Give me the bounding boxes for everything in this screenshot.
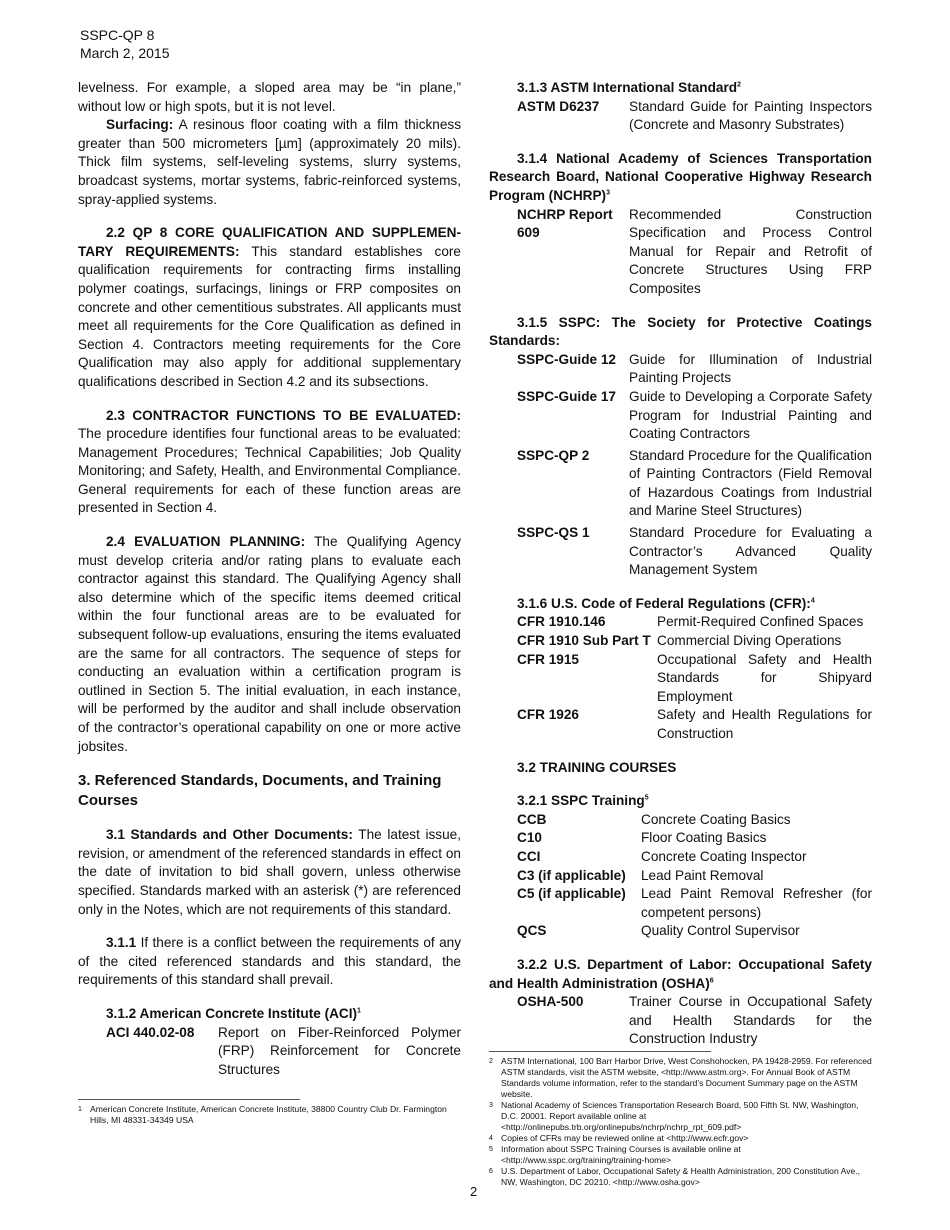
header-date: March 2, 2015 xyxy=(80,45,170,61)
reference-description: Standard Procedure for the Qualification of Painting Contractors (Field Removal of Hazardous Coatings from Industrial and Marine Steel Structures) xyxy=(629,447,872,519)
footnote-ref-3: 3 xyxy=(606,189,610,197)
footnote-text: American Concrete Institute, American Concrete Institute, 38800 Country Club Dr. Farmington Hills, MI 48331-34349 USA xyxy=(90,1104,447,1125)
reference-code: ACI 440.02-08 xyxy=(106,1024,195,1040)
section-2-2-label: 2.2 QP 8 CORE QUALIFICATION AND SUPPLEMEN-TARY REQUIREMENTS: xyxy=(78,225,461,259)
section-3-1-2-heading xyxy=(78,1005,461,1024)
section-2-3-label: 2.3 CONTRACTOR FUNCTIONS TO BE EVALUATED: xyxy=(106,407,461,423)
reference-code: CFR 1926 xyxy=(517,707,579,723)
reference-item xyxy=(489,811,872,830)
section-2-2-text: This standard establishes core qualification requirements for contracting firms installing polymer coatings, surfacings, linings or FRP composites on concrete and other cementitious substrates. All applicants must meet all requirements for the Core Qualification as defined in Section 4. Contractors meeting requirements for the Core Qualification may also apply for additional supplementary qualifications described in Section 4.2 and its subsections. xyxy=(78,243,461,389)
section-3-1-2-title: 3.1.2 American Concrete Institute (ACI) xyxy=(106,1005,358,1021)
section-3-1-5-heading: 3.1.5 SSPC: The Society for Protective Coatings Standards: xyxy=(489,314,872,349)
reference-description: Commercial Diving Operations xyxy=(657,633,842,649)
reference-item xyxy=(489,848,872,867)
section-2-4-label: 2.4 EVALUATION PLANNING: xyxy=(106,534,306,550)
reference-code: QCS xyxy=(517,923,547,939)
reference-code: C10 xyxy=(517,830,542,846)
reference-description: Concrete Coating Inspector xyxy=(641,848,807,864)
reference-item xyxy=(489,651,872,707)
section-3-1-6-heading xyxy=(489,595,872,614)
reference-description: Guide for Illumination of Industrial Painting Projects xyxy=(629,351,872,386)
footnote-number: 6 xyxy=(489,1168,493,1175)
reference-item xyxy=(489,867,872,886)
left-column xyxy=(78,79,461,1079)
footnote-ref-1: 1 xyxy=(357,1007,361,1015)
footnote xyxy=(489,1100,872,1133)
reference-item xyxy=(489,447,872,521)
footnotes-right xyxy=(489,1056,872,1188)
footnote-text: U.S. Department of Labor, Occupational Safety & Health Administration, 200 Constitution Ave., NW, Washington, DC 20210. <http://www.osha.gov> xyxy=(501,1166,861,1187)
reference-item xyxy=(489,885,872,922)
reference-description: Standard Guide for Painting Inspectors (Concrete and Masonry Substrates) xyxy=(629,98,872,133)
paragraph-levelness: levelness. For example, a sloped area may be “in plane,” without low or high spots, but it is not level. xyxy=(78,80,461,114)
reference-item xyxy=(489,351,872,388)
reference-description: Lead Paint Removal xyxy=(641,867,764,883)
header-doc-id: SSPC-QP 8 xyxy=(80,27,155,43)
reference-item xyxy=(489,922,872,941)
footnote xyxy=(489,1144,872,1166)
right-column xyxy=(489,79,872,1049)
reference-code: SSPC-QP 2 xyxy=(517,447,590,463)
reference-code: CCI xyxy=(517,848,541,864)
paragraph-surfacing xyxy=(78,116,461,209)
section-3-1-1-text: If there is a conflict between the requirements of any of the cited referenced standards and this standard, the requirements of this standard shall prevail. xyxy=(78,935,461,988)
section-3-1-1-label: 3.1.1 xyxy=(106,935,137,951)
footnote-number: 1 xyxy=(78,1106,82,1113)
reference-description: Trainer Course in Occupational Safety and Health Standards for the Construction Industry xyxy=(629,994,872,1047)
section-3-1-1 xyxy=(78,934,461,990)
footnote-text: Copies of CFRs may be reviewed online at <http://www.ecfr.gov> xyxy=(501,1133,749,1143)
reference-code: SSPC-QS 1 xyxy=(517,525,590,541)
reference-code: CFR 1915 xyxy=(517,651,579,667)
reference-aci xyxy=(78,1024,461,1080)
reference-item xyxy=(489,613,872,632)
reference-description: Floor Coating Basics xyxy=(641,830,767,846)
footnote xyxy=(489,1056,872,1100)
reference-code: OSHA-500 xyxy=(517,994,584,1010)
footnote-ref-5: 5 xyxy=(644,794,649,802)
section-2-3-text: The procedure identifies four functional areas to be evaluated: Management Procedures; Technical Capabilities; Job Quality Monitoring; and Safety, Health, and Environmental Compliance. General requirements for each of these function areas are presented in Section 4. xyxy=(78,426,461,516)
footnote-ref-2: 2 xyxy=(737,81,741,89)
reference-description: Permit-Required Confined Spaces xyxy=(657,614,864,630)
footnote-ref-6: 6 xyxy=(709,977,714,984)
reference-description: Standard Procedure for Evaluating a Contractor’s Advanced Quality Management System xyxy=(629,525,872,578)
reference-nchrp xyxy=(489,206,872,299)
section-3-1-4-heading xyxy=(489,150,872,206)
reference-description: Lead Paint Removal Refresher (for competent persons) xyxy=(641,886,872,920)
section-3-2-heading: 3.2 TRAINING COURSES xyxy=(517,759,677,775)
section-2-4 xyxy=(78,533,461,756)
footnotes-left xyxy=(78,1104,461,1126)
footnote-number: 2 xyxy=(489,1058,493,1065)
reference-description: Recommended Construction Specification and Process Control Manual for Repair and Retrofit of Concrete Structures Using FRP Composites xyxy=(629,206,872,296)
footnote-divider-left xyxy=(78,1099,300,1100)
reference-item xyxy=(489,632,872,651)
footnote-text: ASTM International, 100 Barr Harbor Drive, West Conshohocken, PA 19428-2959. For referenced ASTM standards, visit the ASTM website, <http://www.astm.org>. For Annual Book of ASTM Standards volume information, refer to the standard’s Document Summary page on the ASTM website. xyxy=(501,1056,872,1099)
footnote-text: National Academy of Sciences Transportation Research Board, 500 Fifth St. NW, Washington, D.C. 20001. Report available online at <http://onlinepubs.trb.org/onlinepubs/nchrp/nchrp_rpt_609.pdf> xyxy=(501,1100,859,1132)
section-3-2-2-heading xyxy=(489,956,872,993)
section-3-1-4-title: 3.1.4 National Academy of Sciences Transportation Research Board, National Cooperative Highway Research Program (NCHRP) xyxy=(489,150,872,203)
section-2-4-text: The Qualifying Agency must develop criteria and/or rating plans to evaluate each contractor against this standard. The Qualifying Agency shall also determine which of the specific items deemed critical within the four functional areas are to be evaluated for subsequent follow-up evaluations, ensuring the items evaluated are the same for all contractors. The sequence of steps for conducting an evaluation within a certification program is outlined in Section 5. The initial evaluation, in each instance, will be performed by the auditor and shall include observation of the contractor’s operational capability on one or more active jobsites. xyxy=(78,534,461,754)
reference-code: ASTM D6237 xyxy=(517,98,600,114)
reference-description: Concrete Coating Basics xyxy=(641,811,791,827)
surfacing-label: Surfacing: xyxy=(106,117,174,133)
reference-description: Quality Control Supervisor xyxy=(641,923,800,939)
section-3-2-1-heading xyxy=(489,792,872,811)
section-3-1-3-heading xyxy=(489,79,872,98)
page-number: 2 xyxy=(470,1184,478,1199)
section-3-1 xyxy=(78,826,461,919)
section-2-2 xyxy=(78,224,461,391)
footnote-number: 4 xyxy=(489,1135,493,1142)
cfr-reference-list xyxy=(489,613,872,743)
reference-description: Safety and Health Regulations for Construction xyxy=(657,707,872,741)
surfacing-text: A resinous floor coating with a film thickness greater than 500 micrometers [µm] (approximately 20 mils). Thick film systems, self-leveling systems, slurry systems, broadcast systems, mortar systems, fabric-reinforced systems, spray-applied systems. xyxy=(78,117,461,207)
reference-code: C3 (if applicable) xyxy=(517,867,626,883)
reference-code: SSPC-Guide 17 xyxy=(517,388,616,404)
section-3-heading: 3. Referenced Standards, Documents, and Training Courses xyxy=(78,772,442,810)
section-3-2-2-title: 3.2.2 U.S. Department of Labor: Occupational Safety and Health Administration (OSHA) xyxy=(489,956,872,991)
sspc-reference-list xyxy=(489,351,872,580)
section-3-1-text: The latest issue, revision, or amendment of the referenced standards in effect on the date of invitation to bid shall govern, unless otherwise specified. Standards marked with an asterisk (*) are referenced only in the Notes, which are not requirements of this standard. xyxy=(78,827,462,917)
footnote xyxy=(78,1104,461,1126)
reference-code: CCB xyxy=(517,811,547,827)
reference-code: CFR 1910.146 xyxy=(517,614,606,630)
reference-item xyxy=(489,388,872,444)
section-3-1-label: 3.1 Standards and Other Documents: xyxy=(106,827,353,843)
section-3-1-6-title: 3.1.6 U.S. Code of Federal Regulations (CFR): xyxy=(517,595,811,611)
footnote xyxy=(489,1133,872,1144)
footnote-number: 5 xyxy=(489,1146,493,1153)
training-course-list xyxy=(489,811,872,941)
reference-osha xyxy=(489,993,872,1049)
reference-code: NCHRP Report 609 xyxy=(517,206,613,241)
reference-item xyxy=(489,524,872,580)
reference-description: Guide to Developing a Corporate Safety Program for Industrial Painting and Coating Contractors xyxy=(629,388,872,442)
reference-item xyxy=(489,829,872,848)
footnote-text: Information about SSPC Training Courses is available online at <http://www.sspc.org/training/training-home> xyxy=(501,1144,741,1165)
reference-description: Report on Fiber-Reinforced Polymer (FRP) Reinforcement for Concrete Structures xyxy=(218,1024,461,1077)
footnote-number: 3 xyxy=(489,1102,493,1109)
reference-code: CFR 1910 Sub Part T xyxy=(517,633,651,649)
section-3-1-3-title: 3.1.3 ASTM International Standard xyxy=(517,80,738,95)
footnote-ref-4: 4 xyxy=(810,597,815,605)
section-3-2-1-title: 3.2.1 SSPC Training xyxy=(517,793,645,809)
reference-code: C5 (if applicable) xyxy=(517,886,626,902)
footnote xyxy=(489,1166,872,1188)
reference-code: SSPC-Guide 12 xyxy=(517,351,616,367)
reference-description: Occupational Safety and Health Standards for Shipyard Employment xyxy=(657,651,872,704)
footnote-divider-right xyxy=(489,1051,711,1052)
reference-item xyxy=(489,706,872,743)
section-2-3 xyxy=(78,407,461,519)
reference-astm xyxy=(489,98,872,135)
